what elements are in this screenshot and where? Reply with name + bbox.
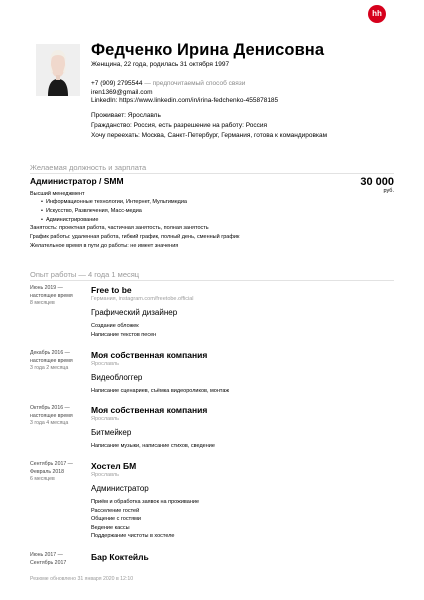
job-end: настоящее время bbox=[30, 357, 73, 364]
phone-number[interactable]: +7 (909) 2795544 bbox=[91, 80, 143, 87]
experience-section-title: Опыт работы — 4 года 1 месяц bbox=[30, 270, 140, 279]
duty-item: Написание сценариев, съёмка видеороликов, монтаж bbox=[91, 388, 230, 394]
position-level: Высший менеджмент bbox=[30, 191, 85, 197]
job-details bbox=[91, 461, 391, 541]
job-duties bbox=[91, 387, 391, 396]
section-divider bbox=[30, 280, 394, 281]
job-role: Графический дизайнер bbox=[91, 308, 178, 317]
job-dates bbox=[30, 461, 82, 484]
job-duties bbox=[91, 442, 391, 451]
company-location: Германия, instagram.com/freetobe.official bbox=[91, 296, 194, 302]
section-divider bbox=[30, 173, 394, 174]
company-name: Хостел БМ bbox=[91, 461, 137, 471]
job-start: Декабрь 2016 — bbox=[30, 350, 70, 356]
list-item: • Искусство, Развлечения, Масс-медиа bbox=[41, 207, 394, 216]
company-name: Моя собственная компания bbox=[91, 350, 208, 360]
job-duration: 3 года 4 месяца bbox=[30, 420, 69, 426]
job-start: Июнь 2019 — bbox=[30, 285, 63, 291]
job-dates bbox=[30, 405, 82, 428]
position-title: Администратор / SMM bbox=[30, 176, 124, 186]
job-end: Сентябрь 2017 bbox=[30, 559, 67, 566]
phone-line bbox=[91, 80, 411, 89]
work-schedule: График работы: удаленная работа, гибкий график, полный день, сменный график bbox=[30, 234, 240, 241]
job-start: Октябрь 2016 — bbox=[30, 405, 70, 411]
duty-item: Приём и обработка заявок на проживание bbox=[91, 499, 200, 505]
salary bbox=[360, 176, 394, 194]
email-link[interactable]: iren1369@gmail.com bbox=[91, 88, 153, 96]
list-item: • Администрирование bbox=[41, 216, 394, 225]
job-dates bbox=[30, 552, 82, 567]
job-end: настоящее время bbox=[30, 292, 73, 299]
contacts bbox=[91, 80, 411, 106]
job-details bbox=[91, 350, 391, 396]
duty-item: Поддержание чистоты в хостеле bbox=[91, 533, 175, 539]
job-dates bbox=[30, 350, 82, 373]
company-name: Free to be bbox=[91, 285, 132, 295]
job-duration: 6 месяцев bbox=[30, 476, 55, 482]
profile-photo bbox=[36, 44, 80, 96]
residence: Проживает: Ярославль bbox=[91, 111, 161, 119]
job-duration: 8 месяцев bbox=[30, 300, 55, 306]
duty-item: Ведение кассы bbox=[91, 524, 130, 531]
location-info bbox=[91, 111, 411, 141]
job-start: Сентябрь 2017 — bbox=[30, 461, 73, 467]
company-location: Ярославль bbox=[91, 416, 119, 422]
resume-updated-footer: Резюме обновлено 31 января 2020 в 12:10 bbox=[30, 576, 134, 582]
candidate-subtitle: Женщина, 22 года, родилась 31 октября 1997 bbox=[91, 61, 230, 68]
job-role: Администратор bbox=[91, 484, 149, 493]
person-portrait-icon bbox=[36, 44, 80, 96]
specialization-list bbox=[41, 198, 394, 224]
duty-item: Написание текстов песен bbox=[91, 331, 157, 338]
resume-header bbox=[91, 40, 411, 141]
commute-time: Желательное время в пути до работы: не имеет значения bbox=[30, 242, 179, 249]
list-item: • Информационные технологии, Интернет, Мультимедиа bbox=[41, 198, 394, 207]
salary-value: 30 000 bbox=[360, 176, 394, 188]
candidate-name: Федченко Ирина Денисовна bbox=[91, 41, 325, 59]
job-end: настоящее время bbox=[30, 412, 73, 419]
hh-logo: hh bbox=[368, 5, 386, 23]
salary-currency: руб. bbox=[383, 188, 394, 194]
employment-type: Занятость: проектная работа, частичная занятость, полная занятость bbox=[30, 225, 209, 232]
phone-note: — предпочитаемый способ связи bbox=[142, 80, 246, 87]
company-location: Ярославль bbox=[91, 361, 119, 367]
linkedin-link[interactable]: LinkedIn: https://www.linkedin.com/in/irina-fedchenko-455878185 bbox=[91, 97, 279, 104]
job-dates bbox=[30, 285, 82, 308]
duty-item: Расселение гостей bbox=[91, 507, 140, 514]
company-name: Моя собственная компания bbox=[91, 405, 208, 415]
job-details bbox=[91, 285, 391, 339]
job-end: Февраль 2018 bbox=[30, 468, 65, 475]
duty-item: Общение с гостями bbox=[91, 516, 141, 522]
job-start: Июнь 2017 — bbox=[30, 552, 63, 558]
relocation: Хочу переехать: Москва, Санкт-Петербург, Германия, готова к командировкам bbox=[91, 131, 328, 139]
desired-position bbox=[30, 176, 394, 251]
duty-item: Создание обложек bbox=[91, 323, 139, 329]
duty-item: Написание музыки, написание стихов, сведение bbox=[91, 443, 215, 449]
company-location: Ярославль bbox=[91, 472, 119, 478]
job-details bbox=[91, 552, 391, 562]
desired-section-title: Желаемая должность и зарплата bbox=[30, 163, 147, 172]
job-duties bbox=[91, 498, 391, 541]
job-role: Видеоблоггер bbox=[91, 373, 143, 382]
job-duration: 3 года 2 месяца bbox=[30, 365, 69, 371]
job-details bbox=[91, 405, 391, 451]
job-role: Битмейкер bbox=[91, 428, 132, 437]
citizenship: Гражданство: Россия, есть разрешение на работу: Россия bbox=[91, 121, 268, 129]
company-name: Бар Коктейль bbox=[91, 552, 149, 562]
job-duties bbox=[91, 322, 391, 339]
